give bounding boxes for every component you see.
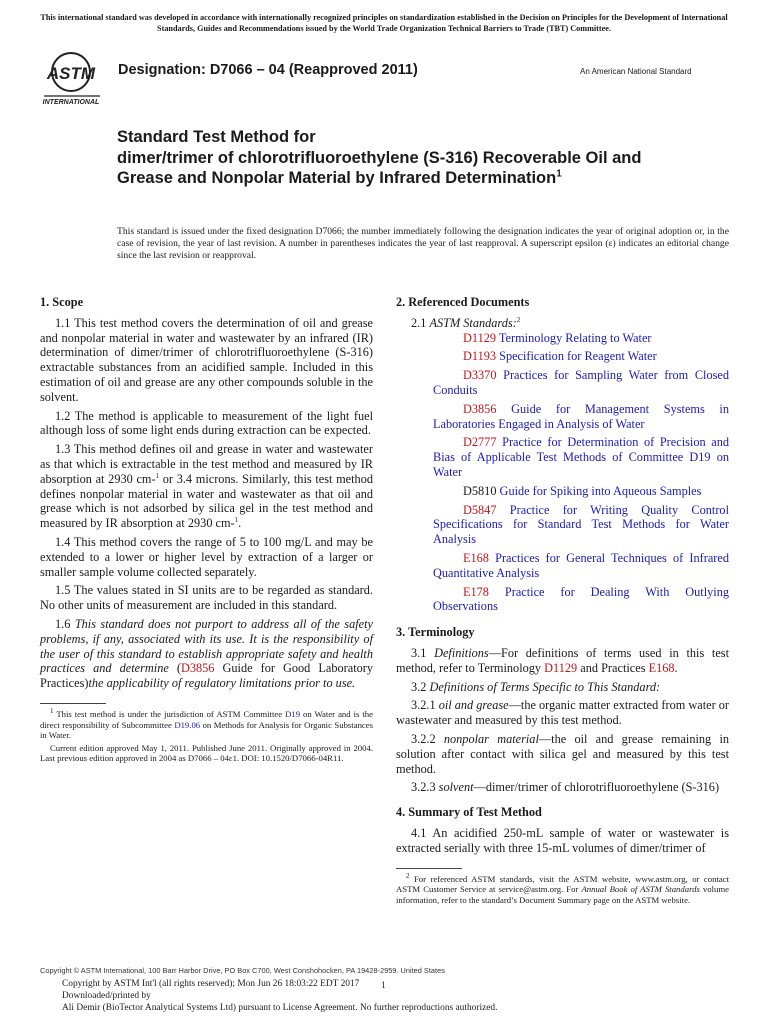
ref-title[interactable]: Practices for Sampling Water from Closed Conduits <box>433 368 729 397</box>
issued-note: This standard is issued under the fixed designation D7066; the number immediately following the designation indicates the year of original adoption or, in the case of revision, the year of last revision. A number in parentheses indicates the year of last reapproval. A superscript epsilon (ε) indicates an editorial change since the last revision or reapproval. <box>117 226 729 262</box>
terminology-3-1: 3.1 Definitions—For definitions of terms used in this test method, refer to Terminology D1129 and Practices E168. <box>396 645 729 675</box>
title-line-2: dimer/trimer of chlorotrifluoroethylene (S-316) Recoverable Oil and Grease and Nonpolar Material by Infrared Determination <box>117 148 642 187</box>
document-title <box>117 127 677 189</box>
ref-link-d19-06[interactable]: D19.06 <box>174 719 201 730</box>
title-line-1: Standard Test Method for <box>117 128 316 146</box>
logo-sub: INTERNATIONAL <box>42 99 100 106</box>
national-standard-label: An American National Standard <box>580 67 692 76</box>
referenced-item <box>408 331 729 346</box>
ref-title[interactable]: Practice for Determination of Precision and Bias of Applicable Test Methods of Committee D19 on Water <box>433 435 729 479</box>
astm-logo-icon <box>40 50 110 106</box>
footer-line-3: Ali Demir (BioTector Analytical Systems Ltd) pursuant to License Agreement. No further reproductions authorized. <box>62 1003 498 1013</box>
page-number: 1 <box>381 981 386 991</box>
terminology-3-2: 3.2 Definitions of Terms Specific to This Standard: <box>411 679 661 694</box>
referenced-item <box>408 435 729 479</box>
footer-license <box>62 978 622 1014</box>
scope-1-2: 1.2 The method is applicable to measurement of the light fuel although loss of some light ends during extraction can be expected. <box>40 408 373 438</box>
astm-logo <box>40 50 110 106</box>
footnote-2: $^2$ For referenced ASTM standards, visit the ASTM website, www.astm.org, or contact ASTM Customer Service at service@astm.org. For Annual Book of ASTM Standards volume information, refer to the standard’s Document Summary page on the ASTM website. <box>396 871 729 905</box>
ref-title[interactable]: Practice for Dealing With Outlying Observations <box>433 584 729 614</box>
logo-text: ASTM <box>46 64 96 83</box>
ref-link-d19[interactable]: D19 <box>285 708 301 719</box>
referenced-item <box>408 368 729 398</box>
designation: Designation: D7066 – 04 (Reapproved 2011) <box>118 62 418 78</box>
scope-1-5: 1.5 The values stated in SI units are to be regarded as standard. No other units of measurement are included in this standard. <box>40 583 373 613</box>
ref-code-d5847[interactable]: D5847 <box>463 502 497 517</box>
ref-link-d1129-term[interactable]: D1129 <box>544 660 578 675</box>
scope-1-1: 1.1 This test method covers the determination of oil and grease and nonpolar material in water and wastewater by an infrared (IR) determination of dimer/trimer of chlorotrifluoroethylene (S-316) extractable substances from an acidified sample. Included in this estimation of oil and grease are any other compounds soluble in the solvent. <box>40 315 373 404</box>
footnote-rule-2 <box>396 868 462 869</box>
astm-standards-subhead: 2.1 ASTM Standards:$^2$ <box>411 315 521 330</box>
ref-code-d2777[interactable]: D2777 <box>463 435 497 450</box>
scope-heading: 1. Scope <box>40 295 84 309</box>
ref-title[interactable]: Terminology Relating to Water <box>496 330 652 345</box>
scope-1-6: 1.6 This standard does not purport to address all of the safety problems, if any, associated with its use. It is the responsibility of the user of this standard to establish appropriate safety and health practices and determine (D3856 Guide for Good Laboratory Practices)the applicability of regulatory limitations prior to use. <box>40 616 374 691</box>
ref-title[interactable]: Practice for Writing Quality Control Specifications for Standard Test Methods for Water Analysis <box>433 502 729 547</box>
ref-code-e178[interactable]: E178 <box>463 584 489 599</box>
ref-code-d3370[interactable]: D3370 <box>463 368 497 383</box>
title-footnote-marker: 1 <box>556 168 562 180</box>
footer-line-1: Copyright by ASTM Int'l (all rights reserved); Mon Jun 26 18:03:22 EDT 2017 <box>62 979 360 989</box>
ref-title[interactable]: Practices for General Techniques of Infrared Quantitative Analysis <box>433 550 729 580</box>
footer-copyright: Copyright © ASTM International, 100 Barr Harbor Drive, PO Box C700, West Conshohocken, PA 19428-2959. United States <box>40 966 445 975</box>
ref-code-d1129[interactable]: D1129 <box>463 330 497 345</box>
referenced-item <box>408 551 729 581</box>
right-column <box>396 295 729 907</box>
ref-code-d5810[interactable]: D5810 <box>463 483 497 498</box>
referenced-item <box>408 402 729 432</box>
ref-title[interactable]: Specification for Reagent Water <box>496 349 657 364</box>
left-column <box>40 295 373 766</box>
ref-code-d3856[interactable]: D3856 <box>463 401 497 416</box>
ref-title[interactable]: Guide for Management Systems in Laboratories Engaged in Analysis of Water <box>433 401 729 431</box>
footnote-1-edition: Current edition approved May 1, 2011. Published June 2011. Originally approved in 2004. Last previous edition approved in 2004 as D7066 – 04ε1. DOI: 10.1520/D7066-04R11. <box>40 742 373 764</box>
referenced-item <box>408 484 729 499</box>
footnote-rule <box>40 703 106 704</box>
ref-link-e168-term[interactable]: E168 <box>648 660 675 675</box>
footer-line-2: Downloaded/printed by <box>62 991 151 1001</box>
scope-1-4: 1.4 This method covers the range of 5 to 100 mg/L and may be extended to a lower or higher level by extraction of a larger or smaller sample volume collected separately. <box>40 534 373 579</box>
scope-1-3: 1.3 This method defines oil and grease in water and wastewater as that which is extractable in the test method and measured by IR absorption at 2930 cm-$^1$ or 3.4 microns. Similarly, this test method defines nonpolar material in water and wastewater as that oil and grease which is not adsorbed by silica gel in the test method and measured by IR absorption at 2930 cm-$^1$. <box>40 442 373 531</box>
ref-link-d3856[interactable]: D3856 <box>180 661 215 676</box>
referenced-item <box>408 503 729 547</box>
ref-code-e168[interactable]: E168 <box>463 550 489 565</box>
terminology-heading: 3. Terminology <box>396 625 475 640</box>
summary-heading: 4. Summary of Test Method <box>396 805 542 820</box>
ref-code-d1193[interactable]: D1193 <box>463 349 497 364</box>
terminology-3-2-3: 3.2.3 solvent—dimer/trimer of chlorotrifluoroethylene (S-316) <box>411 780 720 795</box>
footnote-1: $^1$ This test method is under the jurisdiction of ASTM Committee D19 on Water and is the direct responsibility of Subcommittee D19.06 on Methods for Analysis for Organic Substances in Water. Current edition approved May 1, 2011. Published June 2011. Originally approved in 2004. Last previous edition approved in 2004 as D7066 – 04ε1. DOI: 10.1520/D7066-04R11. <box>40 707 374 764</box>
terminology-3-2-2: 3.2.2 nonpolar material—the oil and grease remaining in solution after contact with silica gel and measured by this test method. <box>396 731 730 776</box>
referenced-item <box>408 349 729 364</box>
referenced-list <box>396 331 729 615</box>
referenced-item <box>408 585 729 615</box>
terminology-3-2-1: 3.2.1 oil and grease—the organic matter extracted from water or wastewater and measured by this test method. <box>396 698 729 728</box>
summary-4-1: 4.1 An acidified 250-mL sample of water or wastewater is extracted serially with three 15-mL volumes of dimer/trimer of <box>396 825 729 855</box>
ref-title[interactable]: Guide for Spiking into Aqueous Samples <box>496 483 702 498</box>
tbt-notice: This international standard was developed in accordance with internationally recognized principles on standardization established in the Decision on Principles for the Development of International Standards, Guides and Recommendations issued by the World Trade Organization Technical Barriers to Trade (TBT) Committee. <box>40 13 728 33</box>
referenced-heading: 2. Referenced Documents <box>396 295 530 309</box>
